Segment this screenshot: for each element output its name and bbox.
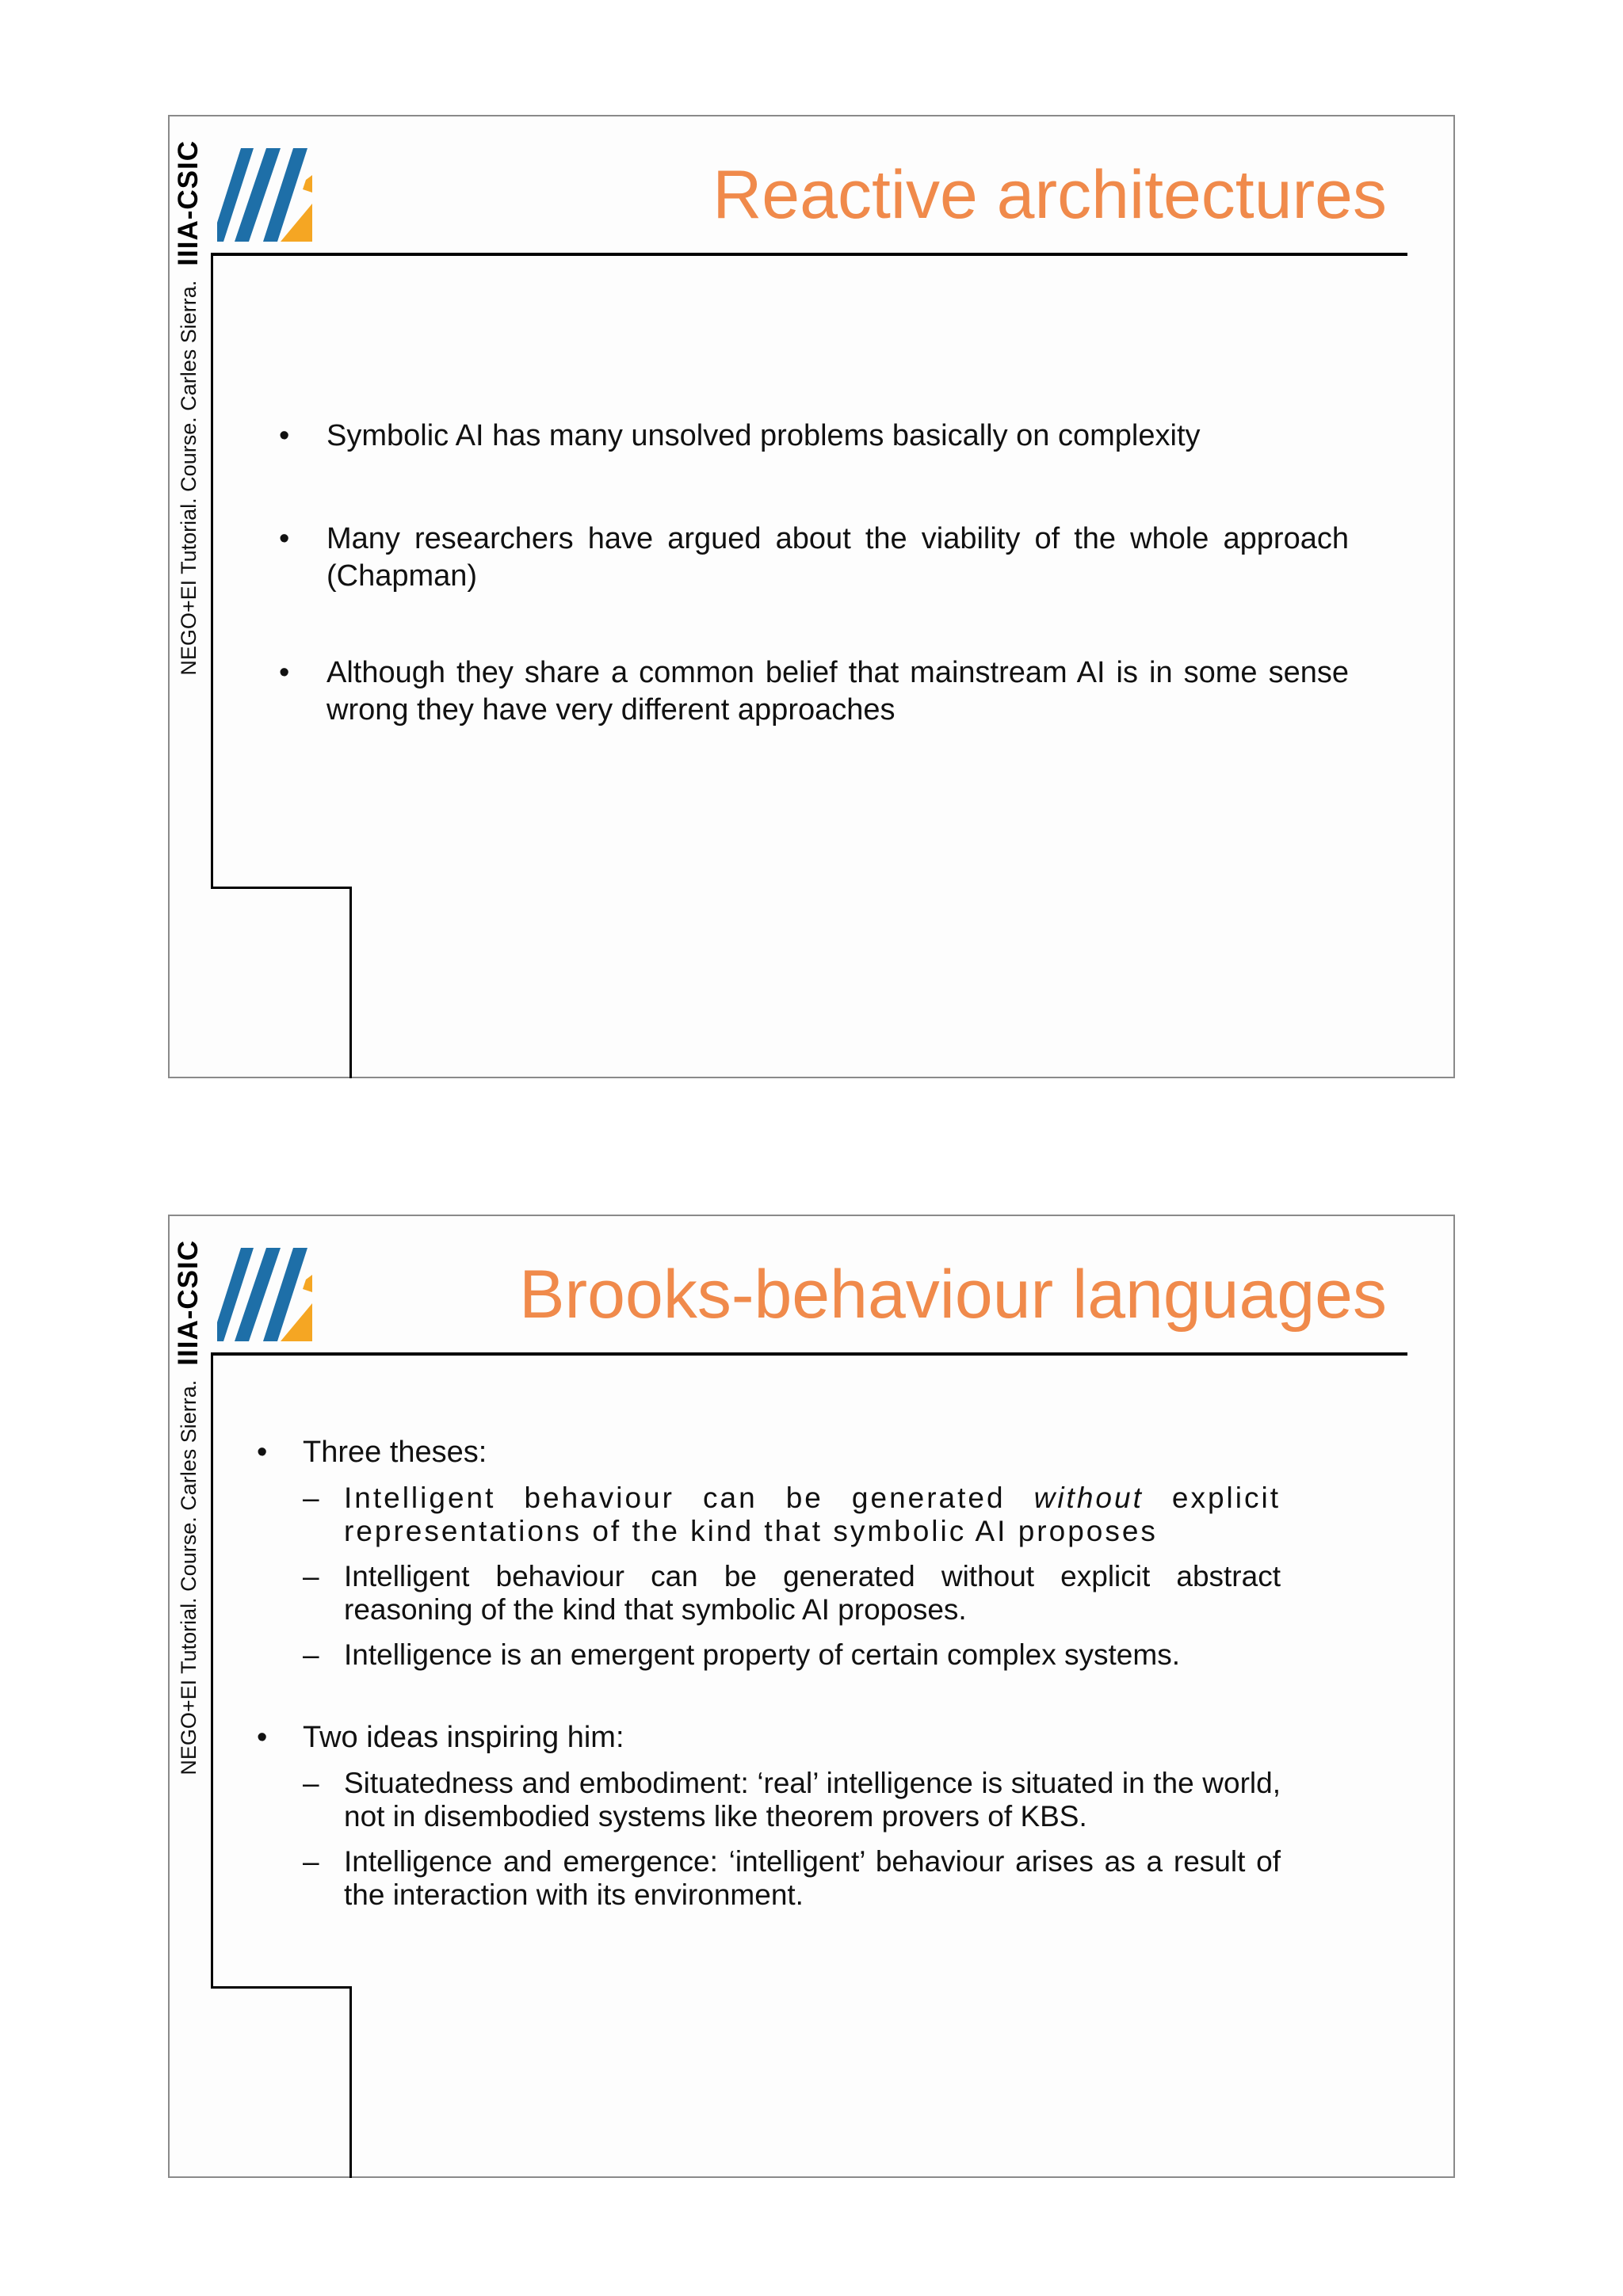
slide-2: [168, 1215, 1455, 2178]
sub-text: Situatedness and embodiment: ‘real’ intelligence is situated in the world, not in disembodied systems like theorem provers of KBS.: [344, 1766, 1281, 1833]
sub-item: [303, 1638, 1281, 1672]
sub-item: [303, 1767, 1281, 1834]
sub-text: Intelligence and emergence: ‘intelligent’ behaviour arises as a result of the interaction with its environment.: [344, 1844, 1281, 1912]
sidebar-vertical-label: [173, 140, 204, 742]
bullet-item: [279, 521, 1349, 596]
sub-text-pre: Intelligent behaviour can be generated: [344, 1481, 1034, 1514]
dash-marker: –: [303, 1766, 319, 1799]
left-rule: [211, 1352, 213, 1989]
dash-marker: –: [303, 1638, 319, 1671]
iiia-logo-icon: [217, 1248, 312, 1341]
bullet-marker: •: [279, 419, 290, 452]
sub-text: Intelligence is an emergent property of certain complex systems.: [344, 1638, 1180, 1671]
corner-rule-horizontal: [211, 887, 352, 889]
sidebar-org-label: IIIA-CSIC: [173, 1240, 204, 1366]
sub-item: [303, 1482, 1281, 1549]
sidebar-course-text: NEGO+EI Tutorial. Course. Carles Sierra.: [176, 1379, 200, 1775]
bullet-marker: •: [257, 1436, 268, 1469]
bullet-item: [279, 418, 1349, 456]
bullet-item: [257, 1719, 1327, 1913]
bullet-item: [257, 1434, 1327, 1672]
dash-marker: –: [303, 1844, 319, 1878]
corner-rule-vertical: [349, 1986, 352, 2178]
sub-item: [303, 1845, 1281, 1913]
iiia-logo-icon: [217, 148, 312, 242]
sub-text-post: explicit representations of the kind that symbolic AI proposes: [344, 1481, 1281, 1548]
sidebar-vertical-label: [173, 1240, 204, 1842]
slide-content: [257, 1434, 1327, 1960]
slide-title: Reactive architectures: [712, 157, 1387, 233]
sub-text-emphasis: without: [1033, 1481, 1144, 1514]
bullet-marker: •: [279, 655, 290, 689]
bullet-text: Two ideas inspiring him:: [303, 1721, 624, 1755]
corner-rule-vertical: [349, 887, 352, 1078]
slide-1: [168, 115, 1455, 1078]
sub-text: Intelligent behaviour can be generated without explicit abstract reasoning of the kind that symbolic AI proposes.: [344, 1559, 1281, 1627]
bullet-marker: •: [279, 521, 290, 555]
corner-rule-horizontal: [211, 1986, 352, 1989]
bullet-item: [279, 654, 1349, 730]
slide-content: [279, 418, 1349, 788]
bullet-text: Many researchers have argued about the viability of the whole approach (Chapman): [327, 521, 1349, 593]
left-rule: [211, 253, 213, 889]
slide-title: Brooks-behaviour languages: [519, 1257, 1387, 1333]
bullet-text: Although they share a common belief that mainstream AI is in some sense wrong they have very different approaches: [327, 655, 1349, 727]
sidebar-org-label: IIIA-CSIC: [173, 140, 204, 266]
dash-marker: –: [303, 1559, 319, 1592]
dash-marker: –: [303, 1481, 322, 1514]
title-rule: [211, 253, 1407, 256]
bullet-text: Three theses:: [303, 1436, 487, 1469]
sub-item: [303, 1560, 1281, 1627]
sidebar-course-text: NEGO+EI Tutorial. Course. Carles Sierra.: [176, 280, 200, 676]
bullet-text: Symbolic AI has many unsolved problems basically on complexity: [327, 419, 1201, 452]
title-rule: [211, 1352, 1407, 1356]
bullet-marker: •: [257, 1721, 268, 1755]
